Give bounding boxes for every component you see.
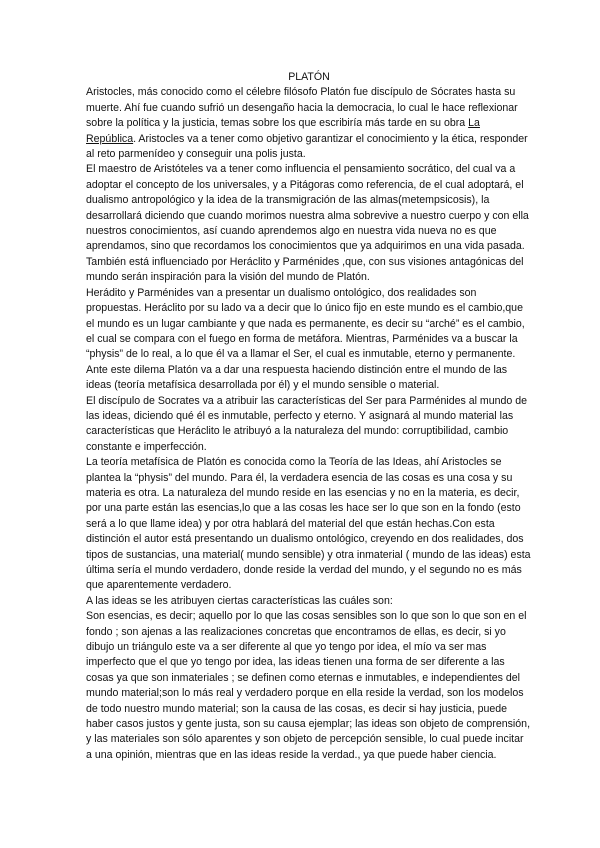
- paragraph-intro: [86, 85, 532, 162]
- paragraph-characteristics-intro: A las ideas se les atribuyen ciertas características las cuáles son:: [86, 594, 393, 607]
- book-title-la-republica: La República: [86, 117, 480, 145]
- paragraph-characteristics: Son esencias, es decir; aquello por lo que las cosas sensibles son lo que son lo que son en el fondo ; son ajenas a las realizaciones concretas que encontramos de ellas, es decir, si yo dibujo un triángulo este va a ser diferente al que yo tengo por idea, el mío va ser mas imperfecto que el que yo tengo por idea, las ideas tienen una forma de ser diferente a las cosas ya que son inmateriales ; se definen como eternas e inmutables, e independientes del mundo material;son lo más real y verdadero porque en ella reside la verdad, son los modelos de todo nuestro mundo material; son la causa de las cosas, es decir si hay justicia, puede haber casos justos y gente justa, son su causa ejemplar; las ideas son objeto de comprensión, y las materiales son sólo aparentes y son objeto de percepción sensible, lo cual puede incitar a una opinión, mientras que en las ideas reside la verdad., ya que puede haber ciencia.: [86, 610, 531, 761]
- document-page: [86, 70, 532, 763]
- paragraph-intro-text-2: . Aristocles va a tener como objetivo garantizar el conocimiento y la ética, responder al reto parmenídeo y conseguir una polis justa.: [86, 132, 528, 161]
- paragraph-intro-text-1: Aristocles, más conocido como el célebre filósofo Platón fue discípulo de Sócrates hasta su muerte. Ahí fue cuando sufrió un desengaño hacia la democracia, lo cual le hace reflexionar sobre la política y la justicia, temas sobre los que escribiría más tarde en su obra: [86, 86, 518, 130]
- paragraph-theory-of-ideas: La teoría metafísica de Platón es conocida como la Teoría de las Ideas, ahí Aristocles se plantea la “physis” del mundo. Para él, la verdadera esencia de las cosas es una cosa y su materia es otra. La naturaleza del mundo reside en las esencias y no en la materia, es decir, por una parte están las esencias,lo que a las cosas les hace ser lo que son en la fondo (esto será a lo que llame idea) y por otra hablará del material del que están hechas.Con esta distinción el autor está presentando un dualismo ontológico, creyendo en dos realidades, dos tipos de sustancias, una material( mundo sensible) y otra inmaterial ( mundo de las ideas) esta última sería el mundo verdadero, donde reside la verdad del mundo, y el segundo no es más que aparentemente verdadero.: [86, 456, 531, 592]
- document-title: PLATÓN: [288, 71, 330, 83]
- paragraph-heraclito-parmenides: Herádito y Parménides van a presentar un dualismo ontológico, dos realidades son propuestas. Heráclito por su lado va a decir que lo único fijo en este mundo es el cambio,que el mundo es un lugar cambiante y que nada es permanente, es decir su “arché” es el cambio, el cual se compara con el fuego en forma de metáfora. Mientras, Parménides va a buscar la “physis” de lo real, a lo que él va a llamar el Ser, el cual es inmutable, eterno y permanente. Ante este dilema Platón va a dar una respuesta haciendo distinción entre el mundo de las ideas (teoría metafísica desarrollada por él) y el mundo sensible o material.: [86, 286, 525, 392]
- paragraph-attribution: El discípulo de Socrates va a atribuir las características del Ser para Parménides al mundo de las ideas, diciendo qué él es inmutable, perfecto y eterno. Y asignará al mundo material las características que Heráclito le atribuyó a la naturaleza del mundo: corruptibilidad, cambio constante e imperfección.: [86, 394, 528, 453]
- paragraph-influences: El maestro de Aristóteles va a tener como influencia el pensamiento socrático, del cual va a adoptar el concepto de los universales, y a Pitágoras como referencia, de el cual adoptará, el dualismo antropológico y la idea de la transmigración de las almas(metempsicosis), la desarrollará diciendo que cuando morimos nuestra alma sobrevive a nuestro cuerpo y con ella nuestros conocimientos, así cuando aprendemos algo en nuestra vida nueva no es que aprendamos, sino que recordamos los conocimientos que ya adquirimos en una vida pasada. También está influenciado por Heráclito y Parménides ,que, con sus visiones antagónicas del mundo serán inspiración para la visión del mundo de Platón.: [86, 163, 529, 284]
